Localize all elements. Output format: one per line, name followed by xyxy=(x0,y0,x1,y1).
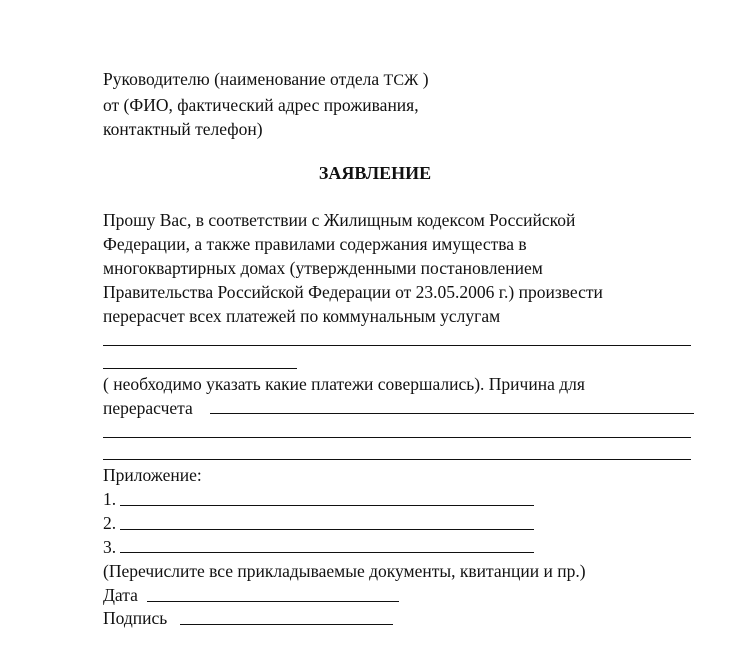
organization-abbr: ТСЖ xyxy=(383,72,419,89)
payments-note: ( необходимо указать какие платежи совершались). Причина для xyxy=(103,374,585,394)
reason-fill-line-1[interactable] xyxy=(210,413,694,414)
addressee-line-3: контактный телефон) xyxy=(103,119,263,139)
attachment-number-2: 2. xyxy=(103,513,117,533)
attachments-note: (Перечислите все прикладываемые документы, квитанции и пр.) xyxy=(103,561,586,581)
addressee-line-2: от (ФИО, фактический адрес проживания, xyxy=(103,95,419,115)
date-fill-line[interactable] xyxy=(147,601,399,602)
attachment-number-1: 1. xyxy=(103,489,117,509)
body-line-1: Прошу Вас, в соответствии с Жилищным кодексом Российской xyxy=(103,210,576,230)
attachment-fill-line-1[interactable] xyxy=(120,505,534,506)
body-line-3: многоквартирных домах (утвержденными постановлением xyxy=(103,258,543,278)
attachment-number-3: 3. xyxy=(103,537,117,557)
date-label: Дата xyxy=(103,585,138,605)
body-line-5: перерасчет всех платежей по коммунальным услугам xyxy=(103,306,501,326)
addressee-line-1 xyxy=(103,68,429,90)
body-line-4: Правительства Российской Федерации от 23.05.2006 г.) произвести xyxy=(103,282,603,302)
document-title: ЗАЯВЛЕНИЕ xyxy=(318,163,432,183)
signature-label: Подпись xyxy=(103,608,168,628)
reason-fill-line-2[interactable] xyxy=(103,437,691,438)
attachment-fill-line-3[interactable] xyxy=(120,552,534,553)
signature-fill-line[interactable] xyxy=(180,624,393,625)
addressee-prefix: Руководителю (наименование отдела xyxy=(103,69,384,89)
body-line-2: Федерации, а также правилами содержания имущества в xyxy=(103,234,527,254)
attachment-fill-line-2[interactable] xyxy=(120,529,534,530)
attachments-label: Приложение: xyxy=(103,465,202,485)
addressee-suffix: ) xyxy=(418,69,429,89)
services-fill-line-2[interactable] xyxy=(103,368,297,369)
reason-label: перерасчета xyxy=(103,398,193,418)
reason-fill-line-3[interactable] xyxy=(103,459,691,460)
services-fill-line-1[interactable] xyxy=(103,345,691,346)
